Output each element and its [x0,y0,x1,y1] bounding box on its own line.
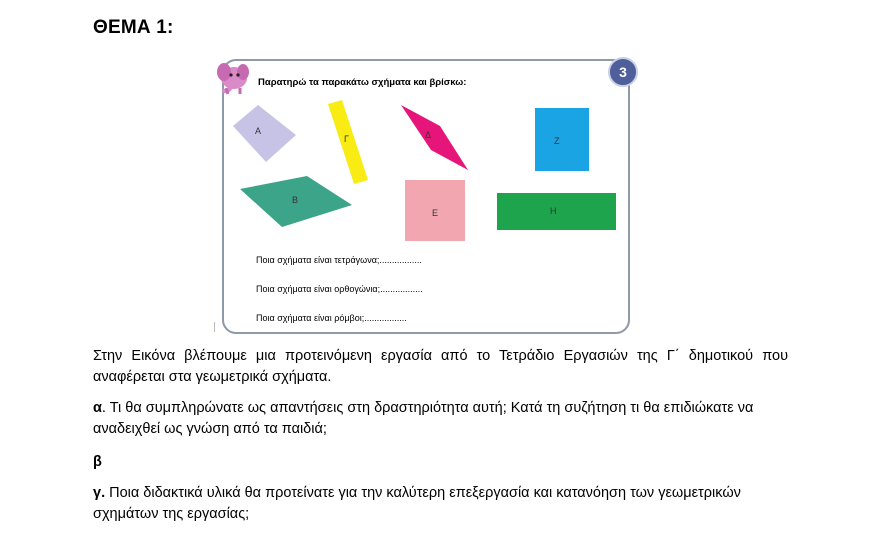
question-c-text: Ποια διδακτικά υλικά θα προτείνατε για την καλύτερη επεξεργασία και κατανόηση των γεωμετρικών σχημάτων της εργασίας; [93,485,741,522]
shape-e-label: Ε [432,208,439,218]
question-a-paragraph [93,398,788,440]
shape-a-square [233,105,296,162]
shape-a-label: Α [255,126,262,136]
question-a-text: . Τι θα συμπληρώνατε ως απαντήσεις στη δραστηριότητα αυτή; Κατά τη συζήτηση τι θα επιδιώκατε να αναδειχθεί ως γνώση από τα παιδιά; [93,400,754,437]
shape-e-square [405,180,465,241]
shape-b-label: Β [292,195,299,205]
question-b-marker: β [93,454,102,470]
shape-b-rhombus [240,176,352,227]
question-c-marker: γ. [93,485,106,501]
question-rectangles: Ποια σχήματα είναι ορθογώνια;................. [256,284,423,294]
question-rhombuses: Ποια σχήματα είναι ρόμβοι;................. [256,313,407,323]
shape-d-rhombus [401,105,468,170]
question-c-paragraph [93,483,788,525]
shape-d-label: Δ [425,130,432,140]
shape-g-label: Γ [344,134,349,144]
intro-paragraph: Στην Εικόνα βλέπουμε μια προτεινόμενη εργασία από το Τετράδιο Εργασιών της Γ΄ δημοτικού που αναφέρεται στα γεωμετρικά σχήματα. [93,348,788,385]
shape-z-label: Ζ [554,136,560,146]
shape-h-label: Η [550,206,557,216]
shape-g-rectangle [328,100,368,184]
shape-h-rectangle [497,193,616,230]
question-squares: Ποια σχήματα είναι τετράγωνα;................. [256,255,422,265]
shape-z-square [535,108,589,171]
page-heading: ΘΕΜΑ 1: [93,17,174,38]
worksheet-instruction: Παρατηρώ τα παρακάτω σχήματα και βρίσκω: [258,77,467,88]
margin-mark [214,322,215,332]
exercise-number-badge: 3 [608,57,638,87]
question-a-marker: α [93,400,102,416]
